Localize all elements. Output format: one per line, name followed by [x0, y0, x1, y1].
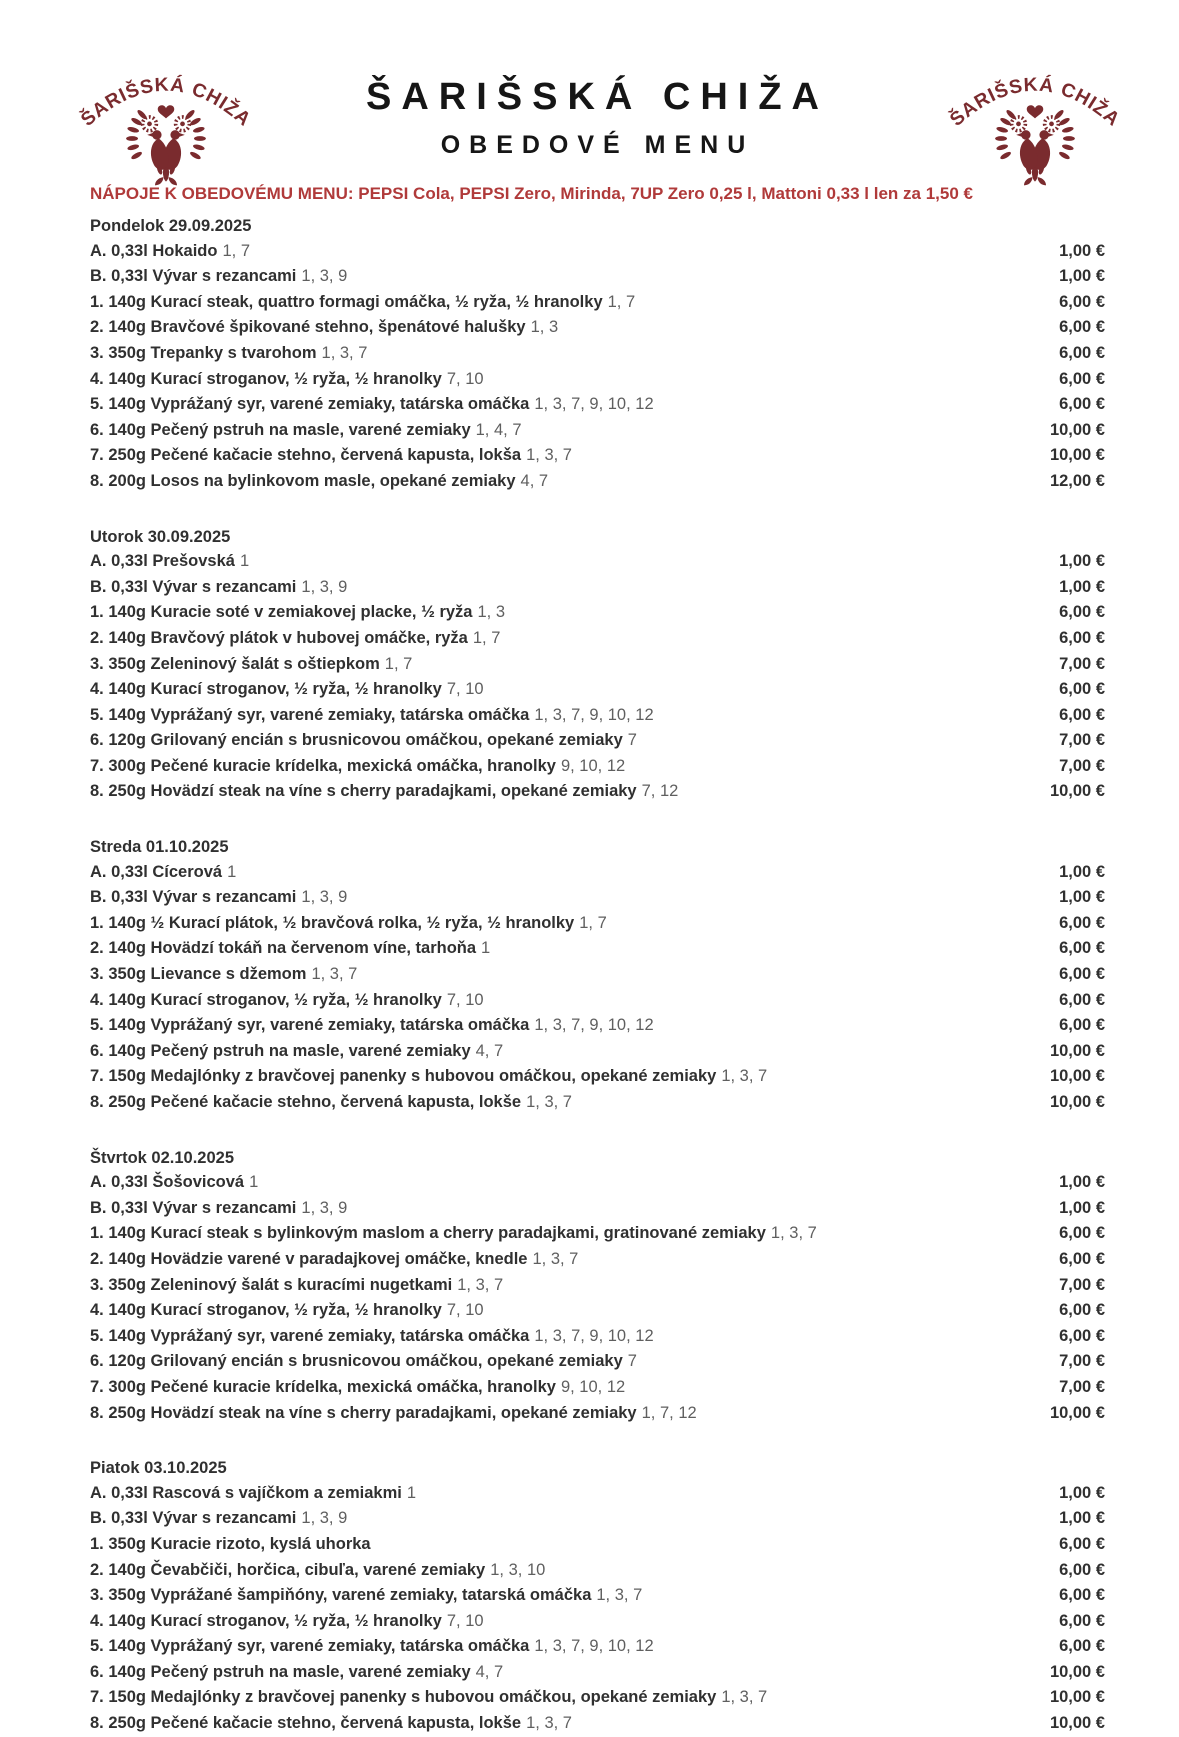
header [90, 52, 1105, 180]
item-price: 6,00 € [1059, 1249, 1105, 1268]
item-description [90, 860, 236, 886]
menu-item-row [90, 1558, 1105, 1584]
item-price: 10,00 € [1049, 1403, 1105, 1422]
item-allergens: 1, 3, 7, 9, 10, 12 [534, 1326, 654, 1345]
item-price: 6,00 € [1059, 1586, 1105, 1605]
restaurant-logo-right [943, 56, 1127, 194]
item-text: 4. 140g Kurací stroganov, ½ ryža, ½ hranolky [90, 680, 442, 699]
menu-item-row [90, 1090, 1105, 1116]
item-allergens: 4, 7 [475, 1041, 504, 1060]
item-description [90, 575, 347, 601]
item-description [90, 1196, 347, 1222]
day-section [90, 214, 1105, 495]
menu-item-row [90, 1013, 1105, 1039]
menu-item-row [90, 1039, 1105, 1065]
item-price: 1,00 € [1059, 1198, 1105, 1217]
item-price: 1,00 € [1059, 577, 1105, 596]
item-text: 4. 140g Kurací stroganov, ½ ryža, ½ hranolky [90, 1301, 442, 1320]
item-price: 7,00 € [1059, 756, 1105, 775]
menu-item-row [90, 1170, 1105, 1196]
menu-item-row [90, 988, 1105, 1014]
item-price: 1,00 € [1059, 1483, 1105, 1502]
item-text: 4. 140g Kurací stroganov, ½ ryža, ½ hranolky [90, 369, 442, 388]
item-allergens: 1, 7 [607, 292, 636, 311]
item-price: 6,00 € [1059, 1560, 1105, 1579]
menu-item-row [90, 443, 1105, 469]
item-allergens: 1, 3, 7 [321, 343, 368, 362]
menu-item-row [90, 1634, 1105, 1660]
menu-item-row [90, 1273, 1105, 1299]
item-price: 6,00 € [1059, 1611, 1105, 1630]
item-allergens: 9, 10, 12 [560, 756, 626, 775]
item-price: 7,00 € [1059, 1275, 1105, 1294]
menu-item-row [90, 1711, 1105, 1737]
item-allergens: 1, 3, 7 [457, 1275, 504, 1294]
item-allergens: 1, 3, 7, 9, 10, 12 [534, 705, 654, 724]
item-text: 7. 300g Pečené kuracie krídelka, mexická omáčka, hranolky [90, 756, 556, 775]
item-text: 6. 140g Pečený pstruh na masle, varené zemiaky [90, 420, 471, 439]
item-price: 6,00 € [1059, 395, 1105, 414]
day-date: Streda 01.10.2025 [90, 838, 229, 857]
day-date: Utorok 30.09.2025 [90, 527, 231, 546]
item-description [90, 1090, 572, 1116]
item-allergens: 1 [249, 1173, 259, 1192]
item-price: 7,00 € [1059, 1377, 1105, 1396]
item-description [90, 677, 484, 703]
item-allergens: 1, 3 [477, 603, 505, 622]
item-allergens: 1, 3, 7 [526, 1093, 572, 1111]
item-description [90, 1039, 503, 1065]
menu-item-row [90, 936, 1105, 962]
item-description [90, 779, 678, 805]
menu-item-row [90, 549, 1105, 575]
drinks-note: NÁPOJE K OBEDOVÉMU MENU: PEPSI Cola, PEPSI Zero, Mirinda, 7UP Zero 0,25 l, Mattoni 0,33 l len za 1,50 € [90, 184, 973, 203]
item-text: 8. 250g Pečené kačacie stehno, červená kapusta, lokše [90, 1093, 522, 1111]
item-allergens: 7, 10 [446, 1301, 484, 1320]
item-description [90, 600, 505, 626]
item-text: 7. 300g Pečené kuracie krídelka, mexická omáčka, hranolky [90, 1377, 556, 1396]
item-price: 6,00 € [1059, 1224, 1105, 1243]
item-text: 2. 140g Bravčový plátok v hubovej omáčke, ryža [90, 628, 468, 647]
item-price: 10,00 € [1049, 1067, 1105, 1086]
item-description [90, 418, 522, 444]
day-section [90, 525, 1105, 806]
menu-item-row [90, 264, 1105, 290]
item-text: A. 0,33l Cícerová [90, 862, 223, 881]
item-allergens: 7 [627, 1352, 637, 1371]
item-price: 6,00 € [1059, 292, 1105, 311]
item-allergens: 1, 3, 7 [721, 1067, 768, 1086]
item-allergens: 1, 7 [472, 628, 501, 647]
item-text: 3. 350g Lievance s džemom [90, 965, 307, 984]
menu-item-row [90, 367, 1105, 393]
menu-item-row [90, 1660, 1105, 1686]
item-allergens: 1, 3, 9 [301, 577, 348, 596]
item-text: 1. 140g Kurací steak s bylinkovým maslom a cherry paradajkami, gratinované zemiaky [90, 1224, 766, 1243]
item-price: 1,00 € [1059, 267, 1105, 286]
menu-item-row [90, 1324, 1105, 1350]
menu-item-row [90, 652, 1105, 678]
item-price: 6,00 € [1059, 680, 1105, 699]
item-description [90, 1532, 376, 1558]
day-items [90, 239, 1105, 495]
item-price: 6,00 € [1059, 628, 1105, 647]
item-text: 3. 350g Vyprážané šampiňóny, varené zemiaky, tatarská omáčka [90, 1586, 592, 1605]
day-date: Piatok 03.10.2025 [90, 1459, 227, 1478]
folk-birds-logo-icon [943, 56, 1127, 189]
menu-item-row [90, 885, 1105, 911]
item-price: 6,00 € [1059, 913, 1105, 932]
item-text: 2. 140g Hovädzie varené v paradajkovej omáčke, knedle [90, 1249, 528, 1268]
item-text: A. 0,33l Šošovicová [90, 1173, 245, 1192]
item-description [90, 652, 412, 678]
item-description [90, 1558, 545, 1584]
item-text: 5. 140g Vyprážaný syr, varené zemiaky, tatárska omáčka [90, 1326, 530, 1345]
menu-item-row [90, 1349, 1105, 1375]
day-items [90, 1170, 1105, 1426]
item-allergens: 1, 3, 9 [301, 1509, 348, 1528]
item-description [90, 239, 250, 265]
menu-item-row [90, 911, 1105, 937]
item-text: B. 0,33l Vývar s rezancami [90, 577, 297, 596]
menu-item-row [90, 418, 1105, 444]
item-allergens: 1, 3, 7 [311, 965, 358, 984]
item-text: 6. 120g Grilovaný encián s brusnicovou omáčkou, opekané zemiaky [90, 1352, 623, 1371]
menu-item-row [90, 1583, 1105, 1609]
item-allergens: 7, 10 [446, 680, 484, 699]
menu-item-row [90, 1375, 1105, 1401]
restaurant-logo-left [74, 56, 258, 194]
item-text: 5. 140g Vyprážaný syr, varené zemiaky, tatárska omáčka [90, 1016, 530, 1035]
item-allergens: 1 [227, 862, 237, 881]
item-description [90, 1660, 503, 1686]
item-text: 4. 140g Kurací stroganov, ½ ryža, ½ hranolky [90, 1611, 442, 1630]
menu-item-row [90, 469, 1105, 495]
item-allergens: 1, 7 [222, 241, 250, 260]
item-allergens: 4, 7 [520, 471, 549, 490]
item-price: 6,00 € [1059, 705, 1105, 724]
item-price: 12,00 € [1049, 471, 1105, 490]
item-description [90, 1375, 625, 1401]
menu-item-row [90, 600, 1105, 626]
item-description [90, 1349, 637, 1375]
item-description [90, 1506, 347, 1532]
menu-item-row [90, 239, 1105, 265]
item-description [90, 1273, 503, 1299]
item-price: 1,00 € [1059, 1173, 1105, 1192]
item-text: 7. 150g Medajlónky z bravčovej panenky s hubovou omáčkou, opekané zemiaky [90, 1067, 717, 1086]
item-description [90, 1247, 578, 1273]
item-price: 7,00 € [1059, 1352, 1105, 1371]
item-text: 2. 140g Bravčové špikované stehno, špenátové halušky [90, 318, 526, 337]
item-price: 1,00 € [1059, 888, 1105, 907]
item-price: 10,00 € [1049, 1662, 1105, 1681]
item-description [90, 443, 572, 469]
item-text: 3. 350g Trepanky s tvarohom [90, 343, 317, 362]
item-text: 6. 140g Pečený pstruh na masle, varené zemiaky [90, 1662, 471, 1681]
item-allergens: 1, 7 [384, 654, 413, 673]
item-allergens: 1, 3, 7 [770, 1224, 817, 1243]
item-text: 3. 350g Zeleninový šalát s kuracími nugetkami [90, 1275, 453, 1294]
item-price: 6,00 € [1059, 318, 1105, 337]
item-text: B. 0,33l Vývar s rezancami [90, 888, 297, 907]
item-description [90, 1170, 258, 1196]
menu-item-row [90, 626, 1105, 652]
item-text: 7. 250g Pečené kačacie stehno, červená kapusta, lokša [90, 446, 522, 465]
item-text: B. 0,33l Vývar s rezancami [90, 1198, 297, 1217]
item-allergens: 1, 7, 12 [641, 1403, 697, 1422]
item-allergens: 1, 3, 7 [526, 1714, 572, 1733]
menu-item-row [90, 860, 1105, 886]
item-text: 5. 140g Vyprážaný syr, varené zemiaky, tatárska omáčka [90, 705, 530, 724]
item-description [90, 315, 558, 341]
item-allergens: 7 [627, 731, 637, 750]
item-allergens: 1, 3 [530, 318, 559, 337]
item-allergens: 4, 7 [475, 1662, 504, 1681]
item-price: 10,00 € [1049, 782, 1105, 801]
menu-item-row [90, 1532, 1105, 1558]
item-price: 6,00 € [1059, 343, 1105, 362]
item-description [90, 367, 484, 393]
item-description [90, 911, 607, 937]
item-price: 6,00 € [1059, 939, 1105, 958]
item-description [90, 392, 654, 418]
item-text: 1. 140g ½ Kurací plátok, ½ bravčová rolka, ½ ryža, ½ hranolky [90, 913, 575, 932]
menu-item-row [90, 290, 1105, 316]
item-description [90, 703, 654, 729]
item-description [90, 290, 635, 316]
item-price: 1,00 € [1059, 1509, 1105, 1528]
day-date: Pondelok 29.09.2025 [90, 217, 252, 235]
page-subtitle: OBEDOVÉ MENU [440, 131, 755, 159]
item-price: 6,00 € [1059, 1301, 1105, 1320]
item-price: 10,00 € [1049, 1688, 1105, 1707]
menu-item-row [90, 1064, 1105, 1090]
menu-item-row [90, 1247, 1105, 1273]
item-price: 10,00 € [1049, 446, 1105, 465]
item-text: 7. 150g Medajlónky z bravčovej panenky s hubovou omáčkou, opekané zemiaky [90, 1688, 717, 1707]
item-price: 1,00 € [1059, 552, 1105, 571]
day-items [90, 549, 1105, 805]
item-allergens: 1, 3, 7 [596, 1586, 643, 1605]
day-date: Štvrtok 02.10.2025 [90, 1148, 235, 1167]
folk-birds-logo-icon [74, 56, 258, 189]
item-allergens: 1, 3, 7 [526, 446, 572, 465]
item-allergens: 1, 3, 7 [532, 1249, 579, 1268]
menu-item-row [90, 392, 1105, 418]
item-allergens: 1, 3, 7, 9, 10, 12 [534, 1016, 654, 1035]
item-price: 10,00 € [1049, 420, 1105, 439]
item-price: 6,00 € [1059, 1016, 1105, 1035]
item-text: 6. 120g Grilovaný encián s brusnicovou omáčkou, opekané zemiaky [90, 731, 623, 750]
item-text: 3. 350g Zeleninový šalát s oštiepkom [90, 654, 380, 673]
item-price: 6,00 € [1059, 1326, 1105, 1345]
item-allergens: 1, 3, 7, 9, 10, 12 [534, 1637, 654, 1656]
item-price: 6,00 € [1059, 965, 1105, 984]
item-description [90, 988, 484, 1014]
item-price: 1,00 € [1059, 241, 1105, 260]
item-description [90, 1013, 654, 1039]
item-price: 10,00 € [1049, 1041, 1105, 1060]
item-price: 6,00 € [1059, 603, 1105, 622]
item-allergens: 1, 3, 7, 9, 10, 12 [534, 395, 654, 414]
item-allergens: 1, 4, 7 [475, 420, 522, 439]
item-description [90, 1324, 654, 1350]
item-price: 7,00 € [1059, 654, 1105, 673]
item-allergens: 1, 3, 9 [301, 267, 348, 286]
item-text: 6. 140g Pečený pstruh na masle, varené zemiaky [90, 1041, 471, 1060]
item-allergens: 7, 12 [641, 782, 679, 801]
item-text: 1. 140g Kurací steak, quattro formagi omáčka, ½ ryža, ½ hranolky [90, 292, 603, 311]
item-allergens: 7, 10 [446, 1611, 484, 1630]
day-section [90, 1146, 1105, 1427]
item-allergens: 7, 10 [446, 369, 484, 388]
item-text: 2. 140g Hovädzí tokáň na červenom víne, tarhoňa [90, 939, 477, 958]
item-description [90, 1609, 484, 1635]
item-price: 6,00 € [1059, 1637, 1105, 1656]
day-items [90, 860, 1105, 1116]
item-text: 8. 250g Hovädzí steak na víne s cherry paradajkami, opekané zemiaky [90, 782, 637, 801]
item-price: 6,00 € [1059, 990, 1105, 1009]
menu-item-row [90, 677, 1105, 703]
menu-item-row [90, 1685, 1105, 1711]
item-price: 1,00 € [1059, 862, 1105, 881]
item-description [90, 626, 500, 652]
menu-item-row [90, 315, 1105, 341]
item-price: 10,00 € [1049, 1093, 1105, 1111]
item-price: 6,00 € [1059, 369, 1105, 388]
item-text: 2. 140g Čevabčiči, horčica, cibuľa, varené zemiaky [90, 1560, 486, 1579]
menu-item-row [90, 1298, 1105, 1324]
item-allergens: 1, 3, 9 [301, 1198, 348, 1217]
item-description [90, 469, 548, 495]
item-text: B. 0,33l Vývar s rezancami [90, 1509, 297, 1528]
menu-item-row [90, 1221, 1105, 1247]
item-description [90, 1634, 654, 1660]
item-text: B. 0,33l Vývar s rezancami [90, 267, 297, 286]
item-description [90, 1583, 642, 1609]
item-description [90, 549, 249, 575]
item-price: 6,00 € [1059, 1534, 1105, 1553]
item-text: 5. 140g Vyprážaný syr, varené zemiaky, tatárska omáčka [90, 1637, 530, 1656]
item-text: A. 0,33l Hokaido [90, 241, 218, 260]
item-description [90, 1064, 767, 1090]
item-description [90, 1685, 767, 1711]
item-allergens: 1 [481, 939, 491, 958]
item-description [90, 1221, 817, 1247]
menu-item-row [90, 1196, 1105, 1222]
day-items [90, 1481, 1105, 1737]
day-section [90, 1456, 1105, 1737]
item-description [90, 885, 347, 911]
menu-item-row [90, 575, 1105, 601]
item-text: 5. 140g Vyprážaný syr, varené zemiaky, tatárska omáčka [90, 395, 530, 414]
menu-sections [90, 214, 1105, 1737]
item-allergens: 1, 7 [579, 913, 607, 932]
item-text: 1. 350g Kuracie rizoto, kyslá uhorka [90, 1534, 371, 1553]
item-allergens: 7, 10 [446, 990, 484, 1009]
item-text: 1. 140g Kuracie soté v zemiakovej placke, ½ ryža [90, 603, 473, 622]
item-price: 7,00 € [1059, 731, 1105, 750]
item-description [90, 962, 357, 988]
menu-item-row [90, 703, 1105, 729]
item-text: A. 0,33l Rascová s vajíčkom a zemiakmi [90, 1483, 402, 1502]
item-allergens: 9, 10, 12 [560, 1377, 626, 1396]
item-text: 8. 200g Losos na bylinkovom masle, opekané zemiaky [90, 471, 516, 490]
item-text: 8. 250g Hovädzí steak na víne s cherry paradajkami, opekané zemiaky [90, 1403, 637, 1422]
menu-item-row [90, 1609, 1105, 1635]
item-price: 10,00 € [1049, 1714, 1105, 1733]
item-allergens: 1 [239, 552, 250, 571]
item-description [90, 341, 367, 367]
menu-item-row [90, 1481, 1105, 1507]
item-allergens: 1 [406, 1483, 417, 1502]
menu-item-row [90, 728, 1105, 754]
item-description [90, 1298, 484, 1324]
item-text: 8. 250g Pečené kačacie stehno, červená kapusta, lokše [90, 1714, 522, 1733]
item-text: A. 0,33l Prešovská [90, 552, 235, 571]
menu-item-row [90, 341, 1105, 367]
day-section [90, 835, 1105, 1116]
item-description [90, 728, 637, 754]
item-description [90, 1401, 697, 1427]
menu-item-row [90, 779, 1105, 805]
item-allergens: 1, 3, 9 [301, 888, 348, 907]
menu-item-row [90, 1506, 1105, 1532]
item-description [90, 1711, 572, 1737]
menu-item-row [90, 1401, 1105, 1427]
item-allergens: 1, 3, 10 [490, 1560, 546, 1579]
page-title: ŠARIŠSKÁ CHIŽA [365, 76, 830, 118]
menu-item-row [90, 962, 1105, 988]
item-description [90, 1481, 416, 1507]
item-description [90, 754, 625, 780]
item-text: 4. 140g Kurací stroganov, ½ ryža, ½ hranolky [90, 990, 442, 1009]
item-allergens: 1, 3, 7 [721, 1688, 768, 1707]
menu-item-row [90, 754, 1105, 780]
item-description [90, 264, 347, 290]
item-description [90, 936, 490, 962]
